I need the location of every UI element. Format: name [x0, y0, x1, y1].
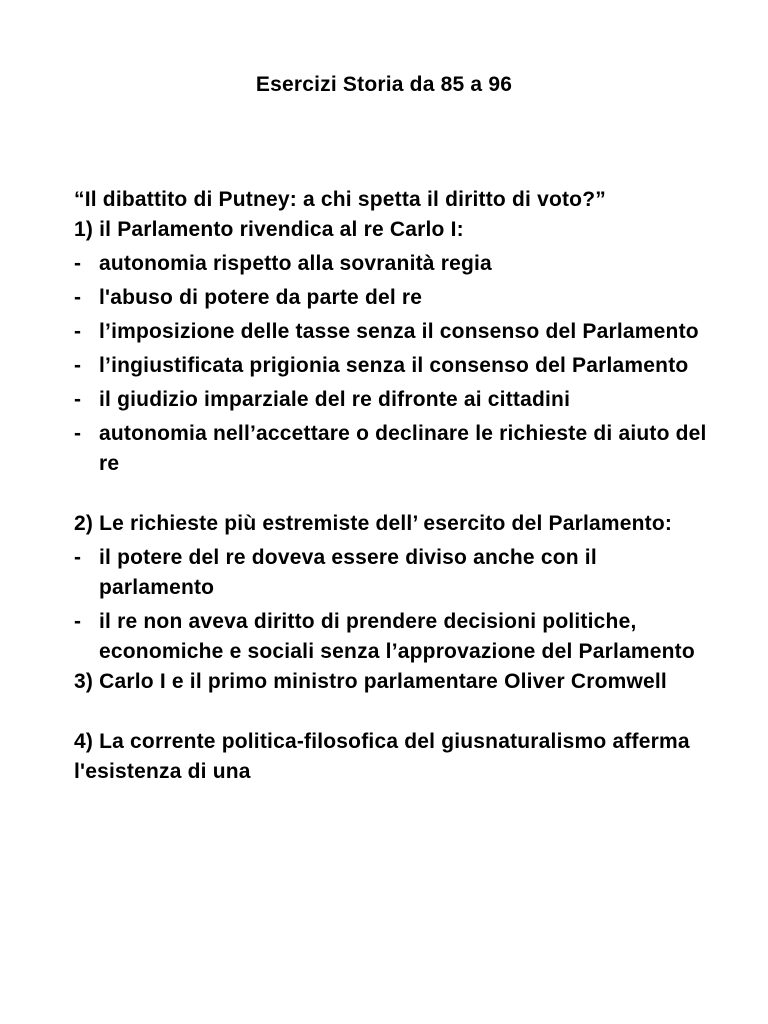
list-item: [74, 607, 714, 667]
list-item-text: il re non aveva diritto di prendere decisioni politiche, economiche e sociali senza l’approvazione del Parlamento: [99, 610, 695, 663]
list-item-text: autonomia rispetto alla sovranità regia: [99, 252, 492, 275]
q2-heading: 2) Le richieste più estremiste dell’ esercito del Parlamento:: [74, 512, 673, 535]
bullet-dash: -: [74, 546, 82, 569]
bullet-dash: -: [74, 388, 82, 411]
list-item-text: l’imposizione delle tasse senza il consenso del Parlamento: [99, 320, 699, 343]
list-item-text: l’ingiustificata prigionia senza il consenso del Parlamento: [99, 354, 689, 377]
list-item-text: autonomia nell’accettare o declinare le richieste di aiuto del re: [99, 422, 707, 475]
q3-heading: 3) Carlo I e il primo ministro parlamentare Oliver Cromwell: [74, 670, 667, 693]
bullet-dash: -: [74, 320, 82, 343]
bullet-dash: -: [74, 252, 82, 275]
q2-list: [74, 543, 714, 667]
spacer: [74, 697, 714, 727]
list-item: [74, 351, 714, 381]
intro-question: “Il dibattito di Putney: a chi spetta il diritto di voto?”: [74, 188, 606, 211]
list-item: [74, 543, 714, 603]
document-body: [74, 185, 714, 787]
spacer: [74, 479, 714, 509]
q1-heading: 1) il Parlamento rivendica al re Carlo I:: [74, 218, 464, 241]
bullet-dash: -: [74, 354, 82, 377]
list-item-text: il giudizio imparziale del re difronte ai cittadini: [99, 388, 571, 411]
q4-heading: 4) La corrente politica-filosofica del giusnaturalismo afferma l'esistenza di una: [74, 730, 690, 783]
list-item: [74, 249, 714, 279]
q1-list: [74, 249, 714, 479]
bullet-dash: -: [74, 610, 82, 633]
document-title: Esercizi Storia da 85 a 96: [255, 73, 513, 96]
bullet-dash: -: [74, 286, 82, 309]
bullet-dash: -: [74, 422, 82, 445]
list-item: [74, 385, 714, 415]
list-item: [74, 419, 714, 479]
list-item: [74, 283, 714, 313]
list-item-text: il potere del re doveva essere diviso anche con il parlamento: [99, 546, 597, 599]
list-item-text: l'abuso di potere da parte del re: [99, 286, 423, 309]
list-item: [74, 317, 714, 347]
